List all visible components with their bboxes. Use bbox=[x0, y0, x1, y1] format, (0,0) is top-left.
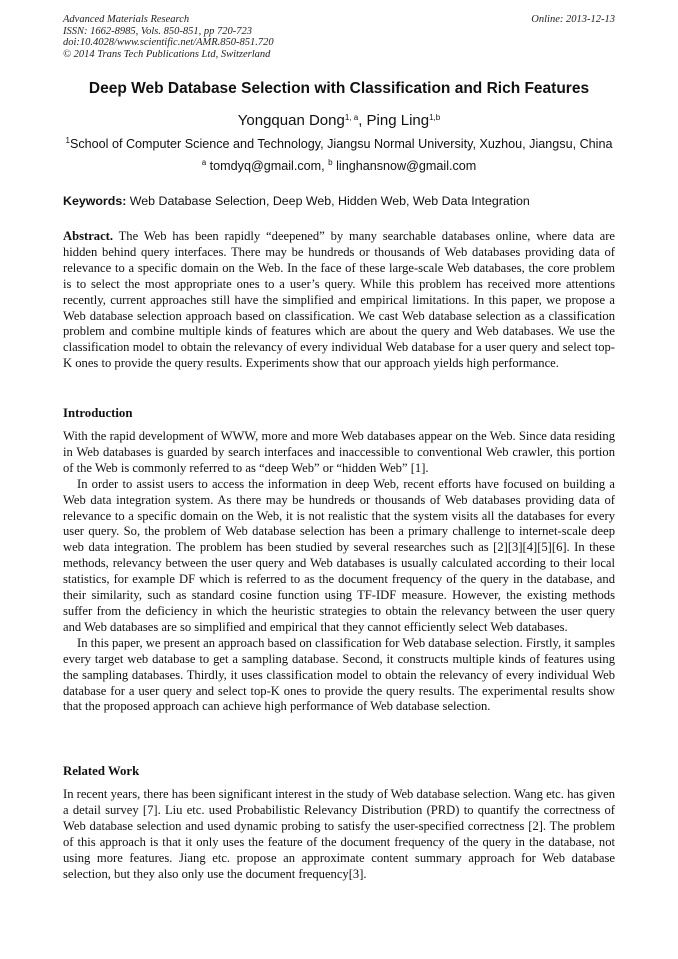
related-work-paragraph-1: In recent years, there has been significant interest in the study of Web database selection. Wang etc. has given a detail survey [7]. Liu etc. used Probabilistic Relevancy Distribution (PRD) to quantify the correctness of Web database selection and used dynamic probing to satisfy the user-specified correctness [2]. The problem of this approach is that it only uses the feature of the document frequency of the query in the database, not using more features. Jiang etc. propose an approximate content summary approach for Web database selection, but they also only use the document frequency[3]. bbox=[63, 787, 615, 881]
email-b-superscript: b bbox=[328, 158, 333, 167]
journal-header bbox=[63, 14, 615, 60]
abstract bbox=[63, 229, 615, 372]
author-2-name: Ping Ling bbox=[366, 112, 430, 129]
author-2-superscript: 1,b bbox=[429, 113, 441, 122]
paper-title: Deep Web Database Selection with Classification and Rich Features bbox=[88, 80, 590, 97]
intro-paragraph-2: In order to assist users to access the information in deep Web, recent efforts have focused on building a Web data integration system. As there may be hundreds or thousands of Web databases providing data of relevance to a specific domain on the Web, it is not realistic that the system visits all the databases for every user query. So, the problem of Web database selection has been a primary challenge to internet-scale deep web data integration. The problem has been studied by several researches such as [2][3][4][5][6]. In these methods, relevancy between the user query and Web databases is usually calculated according to their local statistics, for example DF which is referred to as the document frequency of the query in the database, and their similarity, such as standard cosine function using TF-IDF measure. However, the existing methods suffer from the deficiency in which the heuristic strategies to obtain the relevancy between the user query and Web databases are so simplified and empirical that they cannot efficiently select Web databases. bbox=[63, 476, 615, 634]
related-work-body bbox=[63, 787, 615, 882]
email-b: linghansnow@gmail.com bbox=[332, 159, 477, 173]
author-1-name: Yongquan Dong bbox=[237, 112, 345, 129]
email-line bbox=[0, 159, 678, 173]
journal-name: Advanced Materials Research bbox=[63, 14, 190, 25]
author-separator: , bbox=[358, 112, 367, 129]
email-a: tomdyq@gmail.com, bbox=[206, 159, 329, 173]
affiliation-superscript: 1 bbox=[65, 136, 70, 145]
keywords-label: Keywords: bbox=[63, 194, 127, 208]
email-a-superscript: a bbox=[201, 158, 207, 167]
introduction-heading: Introduction bbox=[63, 406, 133, 420]
affiliation-text: School of Computer Science and Technology, Jiangsu Normal University, Xuzhou, Jiangsu, China bbox=[69, 137, 613, 151]
affiliation bbox=[0, 137, 678, 151]
abstract-label: Abstract. bbox=[63, 229, 114, 243]
author-line bbox=[0, 112, 678, 129]
author-1-superscript: 1, a bbox=[344, 113, 359, 122]
keywords-text: Web Database Selection, Deep Web, Hidden Web, Web Data Integration bbox=[126, 194, 530, 208]
keywords bbox=[63, 194, 615, 208]
abstract-text: The Web has been rapidly “deepened” by many searchable databases online, where data are hidden behind query interfaces. There may be hundreds or thousands of Web databases providing data of relevance to a specific domain on the Web. In the face of these large-scale Web databases, the core problem is to select the most appropriate ones to a user’s query. While this problem has received more attentions recently, current approaches still have the simplified and empirical limitations. In this paper, we propose a Web database selection approach based on classification. We cast Web database selection as a classification problem and combine multiple kinds of features which are about the query and Web databases. We use the classification model to obtain the relevancy of every individual Web database for a user query and select top-K ones to provide the query results. Experiments show that our approach yields high performance. bbox=[63, 229, 615, 371]
online-date: Online: 2013-12-13 bbox=[531, 14, 615, 25]
introduction-body bbox=[63, 429, 615, 715]
issn-line: ISSN: 1662-8985, Vols. 850-851, pp 720-723 bbox=[63, 25, 252, 37]
doi-line: doi:10.4028/www.scientific.net/AMR.850-851.720 bbox=[63, 37, 274, 48]
intro-paragraph-1: With the rapid development of WWW, more and more Web databases appear on the Web. Since data residing in Web databases is guarded by search interfaces and inaccessible to conventional Web crawler, this portion of the Web is commonly referred to as “deep Web” or “hidden Web” [1]. bbox=[63, 429, 615, 475]
related-work-heading: Related Work bbox=[63, 764, 140, 778]
intro-paragraph-3: In this paper, we present an approach based on classification for Web database selection. Firstly, it samples every target web database to get a sampling database. Second, it constructs multiple kinds of features using the sampling databases. Thirdly, it uses classification model to obtain the relevancy of every individual Web database for a user query and select top-K ones to provide the query results. The experimental results show that the proposed approach can achieve high performance of Web database selection. bbox=[63, 635, 615, 714]
copyright-line: © 2014 Trans Tech Publications Ltd, Switzerland bbox=[63, 48, 271, 60]
